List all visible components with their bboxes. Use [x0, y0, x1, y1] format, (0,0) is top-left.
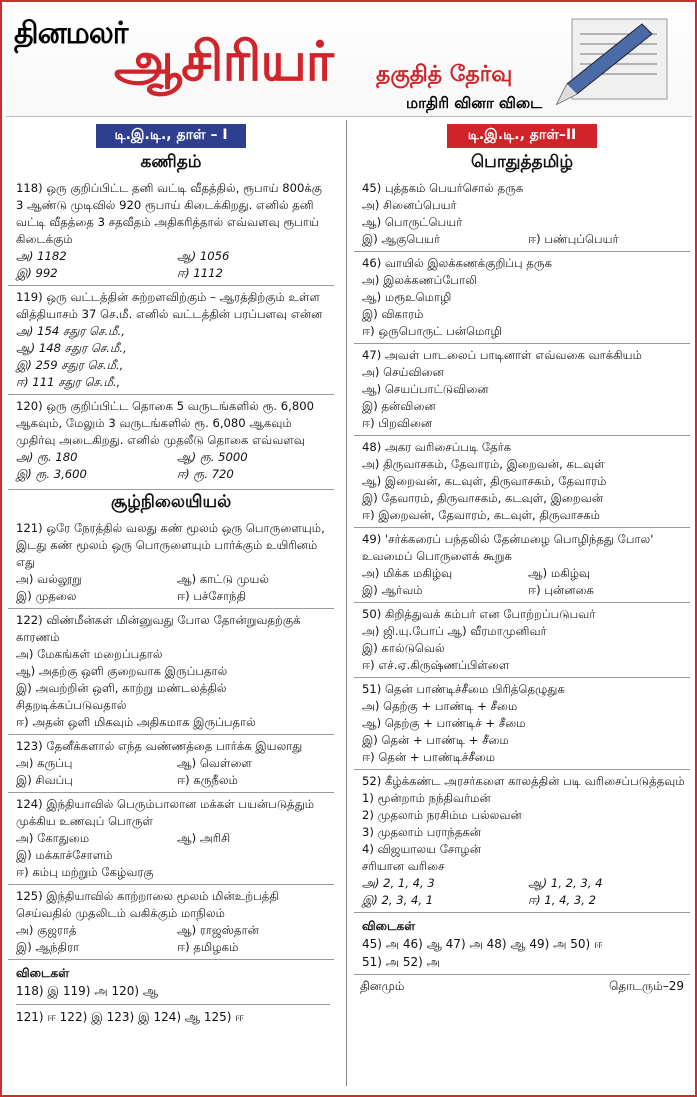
option: ஆ) ரூ. 5000	[177, 450, 248, 464]
option: இ) ஆகுபெயர்	[362, 232, 441, 246]
option: ஆ) செயப்பாட்டுவினை	[362, 382, 489, 396]
option: ஆ) அரிசி	[177, 831, 231, 845]
option: ஈ) பச்சோந்தி	[177, 589, 247, 603]
option: ஆ) பொருட்பெயர்	[362, 215, 463, 229]
option: 4) விஜயாலய சோழன்	[362, 842, 481, 856]
page-title: ஆசிரியர்	[114, 29, 333, 93]
question-text: 120) ஒரு குறிப்பிட்ட தொகை 5 வருடங்களில் ரூ. 6,800 ஆகவும், மேலும் 3 வருடங்களில் ரூ. 6,080 ஆகவும் முதிர்வு அடைகிறது. எனில் முதலீடு தொகை எவ்வளவு	[16, 399, 314, 447]
question-text: 122) விண்மீன்கள் மின்னுவது போல தோன்றுவதற்குக் காரணம்	[16, 613, 301, 644]
question-text: 47) அவள் பாடலைப் பாடினாள் எவ்வகை வாக்கியம்	[362, 348, 642, 362]
answers-line: 118) இ 119) அ 120) ஆ	[16, 984, 159, 998]
paper-one-badge: டி.இ.டி., தாள் – I	[96, 124, 246, 148]
options	[362, 875, 686, 909]
options	[362, 272, 686, 340]
option: ஈ) தமிழகம்	[177, 940, 239, 954]
option: அ) சினைப்பெயர்	[362, 198, 457, 212]
options	[16, 847, 330, 881]
pen-paper-icon	[532, 14, 682, 109]
option: இ) ஆர்வம்	[362, 583, 423, 597]
question	[354, 251, 690, 343]
options	[362, 623, 686, 674]
option: ஆ) மகிழ்வு	[528, 566, 591, 580]
options	[362, 565, 686, 599]
option: 2) முதலாம் நரசிம்ம பல்லவன்	[362, 808, 522, 822]
environment-questions	[8, 517, 334, 959]
option: அ) 1182	[16, 249, 67, 263]
option: ஈ) பண்புப்பெயர்	[528, 232, 619, 246]
question-text: 119) ஒரு வட்டத்தின் சுற்றளவிற்கும் – ஆரத்திற்கும் உள்ள வித்தியாசம் 37 செ.மீ. எனில் வட்டத்தின் பரப்பளவு என்ன	[16, 290, 323, 321]
question	[354, 177, 690, 251]
option: அ) 2, 1, 4, 3	[362, 876, 435, 890]
options	[362, 197, 686, 231]
option: இ) 992	[16, 266, 58, 280]
question-text: 125) இந்தியாவில் காற்றாலை மூலம் மின்உற்பத்தி செய்வதில் முதலிடம் வகிக்கும் மாநிலம்	[16, 889, 279, 920]
options	[362, 364, 686, 432]
option: இ) தென் + பாண்டி + சீமை	[362, 733, 509, 747]
option: ஆ) மரூஉமொழி	[362, 290, 452, 304]
option: ஆ) 148 சதுர செ.மீ.,	[16, 341, 127, 355]
option: இ) அவற்றின் ஒளி, காற்று மண்டலத்தில் சிதறடிக்கப்படுவதால்	[16, 681, 227, 712]
question-text: 50) கிறித்துவக் கம்பர் என போற்றப்படுபவர்	[362, 607, 596, 621]
question-text: 51) தென் பாண்டிச்சீமை பிரித்தெழுதுக	[362, 682, 565, 696]
option: ஈ) எச்.ஏ.கிருஷ்ணப்பிள்ளை	[362, 658, 510, 672]
answers-block-right	[354, 912, 690, 974]
option: அ) செய்வினை	[362, 365, 444, 379]
options	[16, 922, 330, 956]
options	[16, 248, 330, 282]
option: இ) கால்டுவெல்	[362, 641, 445, 655]
math-heading: கணிதம்	[140, 152, 202, 172]
question	[354, 527, 690, 602]
option: அ) கருப்பு	[16, 756, 73, 770]
paper-two-column	[354, 120, 690, 999]
option: இ) தன்வினை	[362, 399, 436, 413]
option: ஈ) கருநீலம்	[177, 773, 238, 787]
question	[8, 177, 334, 285]
question	[8, 517, 334, 608]
question-text: 118) ஒரு குறிப்பிட்ட தனி வட்டி வீதத்தில், ரூபாய் 800க்கு 3 ஆண்டு முடிவில் 920 ரூபாய் கிடைக்கிறது. எனில் தனி வட்டி வீதத்தை 3 சதவீதம் அதிகரித்தால் எவ்வளவு ரூபாய் கிடைக்கும்	[16, 181, 323, 246]
option: ஈ) ஒருபொருட் பன்மொழி	[362, 324, 502, 338]
question	[8, 285, 334, 394]
question	[8, 608, 334, 734]
option: ஆ) இறைவன், கடவுள், திருவாசகம், தேவாரம்	[362, 474, 607, 488]
option: இ) முதலை	[16, 589, 77, 603]
option: அ) 154 சதுர செ.மீ.,	[16, 324, 125, 338]
option: இ) விகாரம்	[362, 307, 424, 321]
option: ஆ) தெற்கு + பாண்டிச் + சீமை	[362, 716, 526, 730]
question-text: 46) வாயில் இலக்கணக்குறிப்பு தருக	[362, 256, 553, 270]
option: அ) ரூ. 180	[16, 450, 78, 464]
question	[8, 792, 334, 884]
option: ஈ) இறைவன், தேவாரம், கடவுள், திருவாசகம்	[362, 508, 600, 522]
option: ஆ) 1, 2, 3, 4	[528, 876, 603, 890]
header-strip: மாதிரி வினா விடை	[406, 94, 543, 112]
option: ஆ) 1056	[177, 249, 230, 263]
option: ஆ) ராஜஸ்தான்	[177, 923, 259, 937]
question	[354, 435, 690, 527]
options	[16, 571, 330, 605]
options	[16, 323, 330, 391]
question-text: 121) ஒரே நேரத்தில் வலது கண் மூலம் ஒரு பொருளையும், இடது கண் மூலம் ஒரு பொருளையும் பார்க்கும் உயிரினம் எது	[16, 521, 325, 569]
option: இ) மக்காச்சோளம்	[16, 848, 113, 862]
brand-logo: தினமலர்	[14, 16, 128, 51]
question-text: 49) 'சர்க்கரைப் பந்தலில் தேன்மழை பொழிந்தது போல' உவமைப் பொருளைக் கூறுக	[362, 532, 654, 563]
option: அ) மேகங்கள் மறைப்பதால்	[16, 647, 163, 661]
option: 1) மூன்றாம் நந்திவர்மன்	[362, 791, 491, 805]
masthead	[6, 6, 692, 117]
paper-one-column	[8, 120, 340, 1029]
options	[16, 449, 330, 483]
option: ஆ) காட்டு முயல்	[177, 572, 270, 586]
answers-line: 51) அ 52) அ	[362, 955, 441, 969]
option: இ) தேவாரம், திருவாசகம், கடவுள், இறைவன்	[362, 491, 604, 505]
footer-right: தொடரும்–29	[608, 979, 684, 993]
question-text: 124) இந்தியாவில் பெரும்பாலான மக்கள் பயன்படுத்தும் முக்கிய உணவுப் பொருள்	[16, 797, 315, 828]
option: ஈ) 111 சதுர செ.மீ.,	[16, 375, 121, 389]
option: 3) முதலாம் பராந்தகன்	[362, 825, 482, 839]
option: ஆ) வெள்ளை	[177, 756, 252, 770]
option: ஆ) அதற்கு ஒளி குறைவாக இருப்பதால்	[16, 664, 228, 678]
option: அ) தெற்கு + பாண்டி + சீமை	[362, 699, 518, 713]
options	[362, 790, 686, 875]
option: ஈ) கம்பு மற்றும் கேழ்வரகு	[16, 865, 154, 879]
option: இ) 2, 3, 4, 1	[362, 893, 434, 907]
option: ஈ) பிறவினை	[362, 416, 433, 430]
question	[8, 884, 334, 959]
environment-heading: சூழ்நிலையியல்	[8, 489, 334, 514]
footer	[354, 974, 690, 999]
option: அ) வல்லூறு	[16, 572, 82, 586]
option: இ) ஆந்திரா	[16, 940, 80, 954]
column-divider	[346, 120, 347, 1086]
question	[8, 734, 334, 792]
options	[16, 830, 330, 847]
options	[16, 646, 330, 731]
option: ஈ) ரூ. 720	[177, 467, 234, 481]
option: அ) ஜி.யு.போப் ஆ) வீரமாமுனிவர்	[362, 624, 547, 638]
paper-two-badge: டி.இ.டி., தாள்–II	[447, 124, 597, 148]
question	[354, 343, 690, 435]
options	[362, 698, 686, 766]
option: அ) கோதுமை	[16, 831, 90, 845]
answers-heading: விடைகள்	[362, 919, 416, 933]
question	[354, 602, 690, 677]
footer-left: தினமும்	[360, 979, 405, 993]
option: சரியான வரிசை	[362, 859, 445, 873]
option: அ) மிக்க மகிழ்வு	[362, 566, 453, 580]
option: இ) 259 சதுர செ.மீ.,	[16, 358, 124, 372]
question-text: 123) தேனீக்களால் எந்த வண்ணத்தை பார்க்க இயலாது	[16, 739, 303, 753]
options	[362, 231, 686, 248]
tamil-heading: பொதுத்தமிழ்	[470, 152, 574, 172]
answers-line: 121) ஈ 122) இ 123) இ 124) ஆ 125) ஈ	[16, 1004, 330, 1026]
answers-line: 45) அ 46) ஆ 47) அ 48) ஆ 49) அ 50) ஈ	[362, 937, 603, 951]
option: அ) குஜராத்	[16, 923, 77, 937]
option: அ) இலக்கணப்போலி	[362, 273, 477, 287]
question-text: 45) புத்தகம் பெயர்சொல் தருக	[362, 181, 524, 195]
answers-block-left	[8, 959, 334, 1029]
option: ஈ) 1, 4, 3, 2	[528, 893, 597, 907]
page-subtitle: தகுதித் தேர்வு	[376, 62, 513, 87]
option: இ) சிவப்பு	[16, 773, 73, 787]
options	[362, 456, 686, 524]
question	[354, 677, 690, 769]
option: ஈ) 1112	[177, 266, 223, 280]
math-questions	[8, 177, 334, 486]
option: ஈ) தென் + பாண்டிச்சீமை	[362, 750, 496, 764]
option: ஈ) அதன் ஒளி மிகவும் அதிகமாக இருப்பதால்	[16, 715, 256, 729]
question-text: 48) அகர வரிசைப்படி தேர்க	[362, 440, 512, 454]
option: ஈ) புன்னகை	[528, 583, 594, 597]
question	[8, 394, 334, 486]
option: அ) திருவாசகம், தேவாரம், இறைவன், கடவுள்	[362, 457, 605, 471]
question-text: 52) கீழ்க்கண்ட அரசர்களை காலத்தின் படி வரிசைப்படுத்தவும்	[362, 774, 685, 788]
question	[354, 769, 690, 912]
tamil-questions	[354, 177, 690, 912]
answers-heading: விடைகள்	[16, 966, 70, 980]
option: இ) ரூ. 3,600	[16, 467, 87, 481]
options	[16, 755, 330, 789]
